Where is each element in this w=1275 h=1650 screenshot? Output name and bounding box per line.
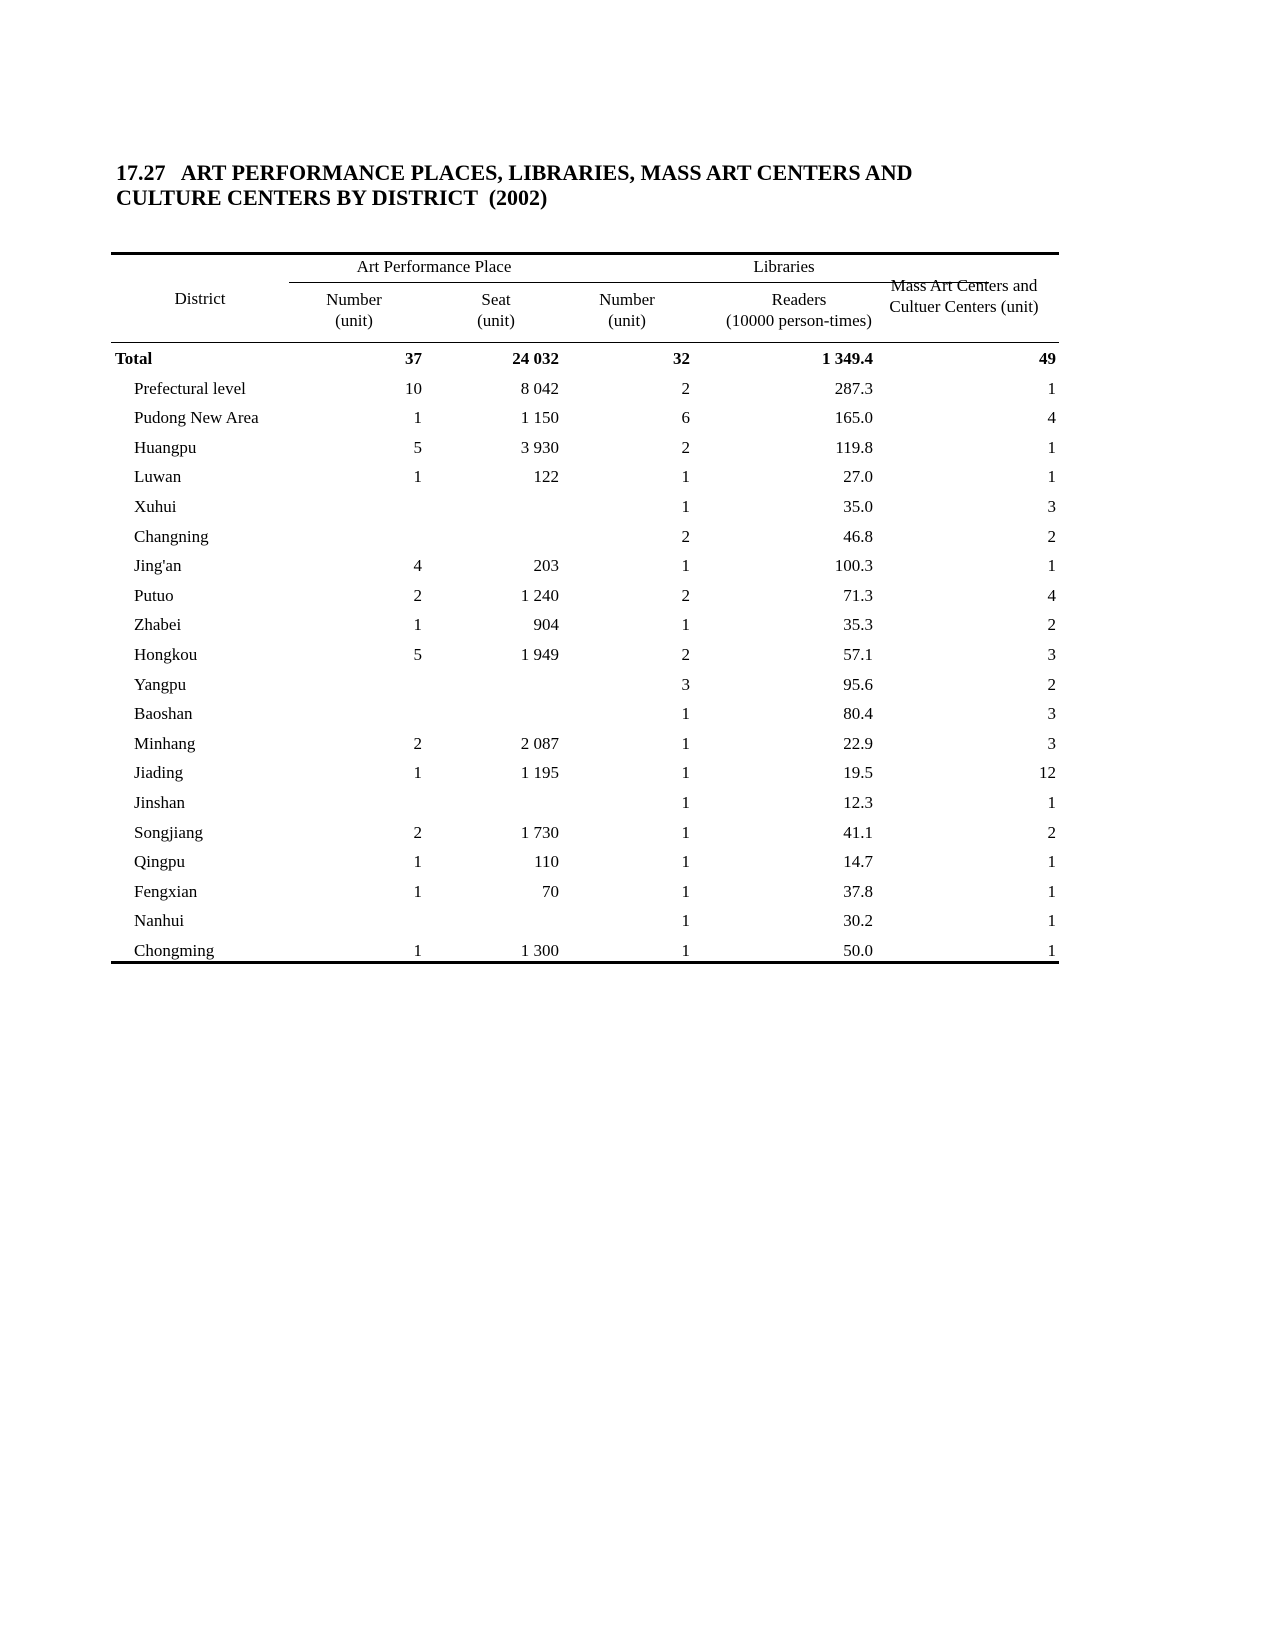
cell-lib-number: 1 xyxy=(681,792,690,812)
cell-mass-centers: 3 xyxy=(1047,733,1056,753)
cell-lib-number: 1 xyxy=(681,496,690,516)
title-line-1: 17.27 ART PERFORMANCE PLACES, LIBRARIES, MASS ART CENTERS AND xyxy=(116,160,913,185)
table-row xyxy=(111,640,1059,670)
cell-art-number: 1 xyxy=(413,615,422,635)
cell-art-seats: 8 042 xyxy=(520,378,559,398)
cell-lib-number: 1 xyxy=(681,911,690,931)
cell-lib-readers: 119.8 xyxy=(835,437,873,457)
cell-art-seats: 24 032 xyxy=(512,349,559,368)
cell-art-number: 4 xyxy=(413,556,422,576)
table-bottom-rule xyxy=(111,961,1059,964)
table-row xyxy=(111,610,1059,640)
table-row xyxy=(111,788,1059,818)
cell-mass-centers: 1 xyxy=(1047,467,1056,487)
table-row xyxy=(111,758,1059,788)
cell-art-seats: 1 300 xyxy=(520,940,559,960)
table-row xyxy=(111,462,1059,492)
cell-lib-number: 1 xyxy=(681,615,690,635)
cell-lib-readers: 30.2 xyxy=(843,911,873,931)
cell-lib-readers: 80.4 xyxy=(843,704,873,724)
cell-lib-readers: 22.9 xyxy=(843,733,873,753)
cell-art-number: 5 xyxy=(413,644,422,664)
cell-lib-number: 2 xyxy=(681,644,690,664)
cell-art-number: 10 xyxy=(405,378,422,398)
cell-lib-number: 1 xyxy=(681,704,690,724)
cell-art-seats: 1 150 xyxy=(520,408,559,428)
cell-art-seats: 3 930 xyxy=(520,437,559,457)
cell-mass-centers: 1 xyxy=(1047,556,1056,576)
cell-mass-centers: 1 xyxy=(1047,852,1056,872)
cell-art-seats: 904 xyxy=(533,615,559,635)
cell-art-number: 1 xyxy=(413,852,422,872)
cell-lib-number: 1 xyxy=(681,881,690,901)
cell-lib-readers: 27.0 xyxy=(843,467,873,487)
cell-lib-readers: 37.8 xyxy=(843,881,873,901)
cell-district: Xuhui xyxy=(134,496,177,516)
cell-lib-number: 2 xyxy=(681,526,690,546)
cell-district: Jing'an xyxy=(134,556,182,576)
cell-lib-readers: 1 349.4 xyxy=(822,349,873,368)
cell-lib-number: 3 xyxy=(681,674,690,694)
cell-art-seats: 203 xyxy=(533,556,559,576)
cell-lib-readers: 19.5 xyxy=(843,763,873,783)
cell-district: Yangpu xyxy=(134,674,187,694)
cell-art-number: 37 xyxy=(405,349,422,368)
header-group-libraries: Libraries xyxy=(753,257,815,276)
cell-lib-readers: 14.7 xyxy=(843,852,873,872)
cell-lib-number: 2 xyxy=(681,378,690,398)
cell-district: Luwan xyxy=(134,467,182,487)
header-mass-centers-line1: Mass Art Centers and xyxy=(890,276,1038,295)
header-group-art-performance: Art Performance Place xyxy=(356,257,512,276)
cell-lib-readers: 35.3 xyxy=(843,615,873,635)
cell-district: Hongkou xyxy=(134,644,198,664)
cell-lib-number: 1 xyxy=(681,822,690,842)
cell-district: Minhang xyxy=(134,733,196,753)
cell-lib-readers: 71.3 xyxy=(843,585,873,605)
cell-lib-readers: 41.1 xyxy=(843,822,873,842)
page-title xyxy=(116,160,913,210)
header-art-number xyxy=(299,289,409,331)
table-row xyxy=(111,522,1059,552)
cell-mass-centers: 2 xyxy=(1047,526,1056,546)
table-row xyxy=(111,847,1059,877)
cell-mass-centers: 4 xyxy=(1047,408,1056,428)
table-row xyxy=(111,818,1059,848)
cell-lib-readers: 100.3 xyxy=(834,556,873,576)
cell-lib-readers: 46.8 xyxy=(843,526,873,546)
cell-lib-readers: 165.0 xyxy=(834,408,873,428)
header-mass-centers xyxy=(871,275,1057,317)
cell-district: Qingpu xyxy=(134,852,185,872)
cell-district: Jinshan xyxy=(134,792,185,812)
cell-art-number: 1 xyxy=(413,467,422,487)
cell-mass-centers: 1 xyxy=(1047,378,1056,398)
cell-mass-centers: 2 xyxy=(1047,822,1056,842)
cell-lib-number: 1 xyxy=(681,940,690,960)
cell-art-seats: 110 xyxy=(534,852,559,872)
cell-lib-readers: 12.3 xyxy=(843,792,873,812)
table-row xyxy=(111,906,1059,936)
cell-lib-number: 1 xyxy=(681,763,690,783)
cell-lib-number: 1 xyxy=(681,852,690,872)
cell-district: Fengxian xyxy=(134,881,198,901)
cell-art-number: 1 xyxy=(413,881,422,901)
cell-district: Prefectural level xyxy=(134,378,246,398)
cell-art-seats: 1 195 xyxy=(520,763,559,783)
cell-lib-readers: 57.1 xyxy=(843,644,873,664)
cell-mass-centers: 3 xyxy=(1047,644,1056,664)
header-lib-readers-line2: (10000 person-times) xyxy=(726,311,872,330)
cell-district: Changning xyxy=(134,526,209,546)
cell-district: Zhabei xyxy=(134,615,182,635)
table-row xyxy=(111,877,1059,907)
header-art-seat xyxy=(441,289,551,331)
header-mass-centers-line2: Cultuer Centers (unit) xyxy=(889,297,1039,316)
header-lib-readers xyxy=(699,289,899,331)
header-lib-number xyxy=(572,289,682,331)
table-row xyxy=(111,551,1059,581)
cell-mass-centers: 1 xyxy=(1047,792,1056,812)
cell-district: Baoshan xyxy=(134,704,193,724)
header-lib-number-line1: Number xyxy=(599,290,655,309)
cell-mass-centers: 49 xyxy=(1039,349,1056,368)
cell-district: Huangpu xyxy=(134,437,197,457)
cell-lib-readers: 50.0 xyxy=(843,940,873,960)
table-row xyxy=(111,492,1059,522)
cell-district: Songjiang xyxy=(134,822,203,842)
cell-mass-centers: 3 xyxy=(1047,704,1056,724)
cell-lib-number: 2 xyxy=(681,585,690,605)
cell-art-seats: 1 949 xyxy=(520,644,559,664)
cell-art-number: 1 xyxy=(413,408,422,428)
table-row xyxy=(111,581,1059,611)
header-bottom-rule xyxy=(111,342,1059,343)
cell-lib-readers: 95.6 xyxy=(843,674,873,694)
cell-art-seats: 2 087 xyxy=(520,733,559,753)
table-row xyxy=(111,729,1059,759)
cell-mass-centers: 1 xyxy=(1047,437,1056,457)
table-top-rule xyxy=(111,252,1059,255)
table-row xyxy=(111,433,1059,463)
cell-lib-readers: 287.3 xyxy=(834,378,873,398)
cell-mass-centers: 2 xyxy=(1047,615,1056,635)
cell-art-number: 1 xyxy=(413,763,422,783)
cell-district: Pudong New Area xyxy=(134,408,259,428)
cell-district: Putuo xyxy=(134,585,174,605)
cell-lib-number: 6 xyxy=(681,408,690,428)
cell-district: Chongming xyxy=(134,940,215,960)
cell-mass-centers: 4 xyxy=(1047,585,1056,605)
cell-mass-centers: 1 xyxy=(1047,881,1056,901)
header-lib-number-line2: (unit) xyxy=(608,311,646,330)
cell-mass-centers: 1 xyxy=(1047,940,1056,960)
table-row xyxy=(111,403,1059,433)
cell-art-number: 5 xyxy=(413,437,422,457)
cell-lib-number: 1 xyxy=(681,467,690,487)
header-art-seat-line2: (unit) xyxy=(477,311,515,330)
cell-art-seats: 1 730 xyxy=(520,822,559,842)
cell-art-number: 2 xyxy=(413,822,422,842)
cell-art-number: 2 xyxy=(413,733,422,753)
cell-art-number: 1 xyxy=(413,940,422,960)
cell-district: Total xyxy=(115,349,153,368)
cell-lib-number: 2 xyxy=(681,437,690,457)
header-art-number-line1: Number xyxy=(326,290,382,309)
cell-lib-readers: 35.0 xyxy=(843,496,873,516)
title-line-2: CULTURE CENTERS BY DISTRICT (2002) xyxy=(116,185,548,210)
cell-art-seats: 70 xyxy=(542,881,559,901)
cell-art-seats: 122 xyxy=(533,467,559,487)
cell-lib-number: 1 xyxy=(681,733,690,753)
cell-art-number: 2 xyxy=(413,585,422,605)
header-art-seat-line1: Seat xyxy=(481,290,511,309)
table-row xyxy=(111,699,1059,729)
cell-mass-centers: 3 xyxy=(1047,496,1056,516)
cell-district: Jiading xyxy=(134,763,184,783)
table-row xyxy=(111,670,1059,700)
table-row-total xyxy=(111,344,1059,374)
cell-district: Nanhui xyxy=(134,911,185,931)
header-district: District xyxy=(174,289,226,308)
cell-mass-centers: 12 xyxy=(1039,763,1056,783)
header-art-number-line2: (unit) xyxy=(335,311,373,330)
table-row xyxy=(111,374,1059,404)
header-lib-readers-line1: Readers xyxy=(771,290,827,309)
cell-lib-number: 1 xyxy=(681,556,690,576)
table-body xyxy=(111,344,1059,965)
cell-mass-centers: 1 xyxy=(1047,911,1056,931)
cell-lib-number: 32 xyxy=(673,349,690,368)
cell-mass-centers: 2 xyxy=(1047,674,1056,694)
cell-art-seats: 1 240 xyxy=(520,585,559,605)
